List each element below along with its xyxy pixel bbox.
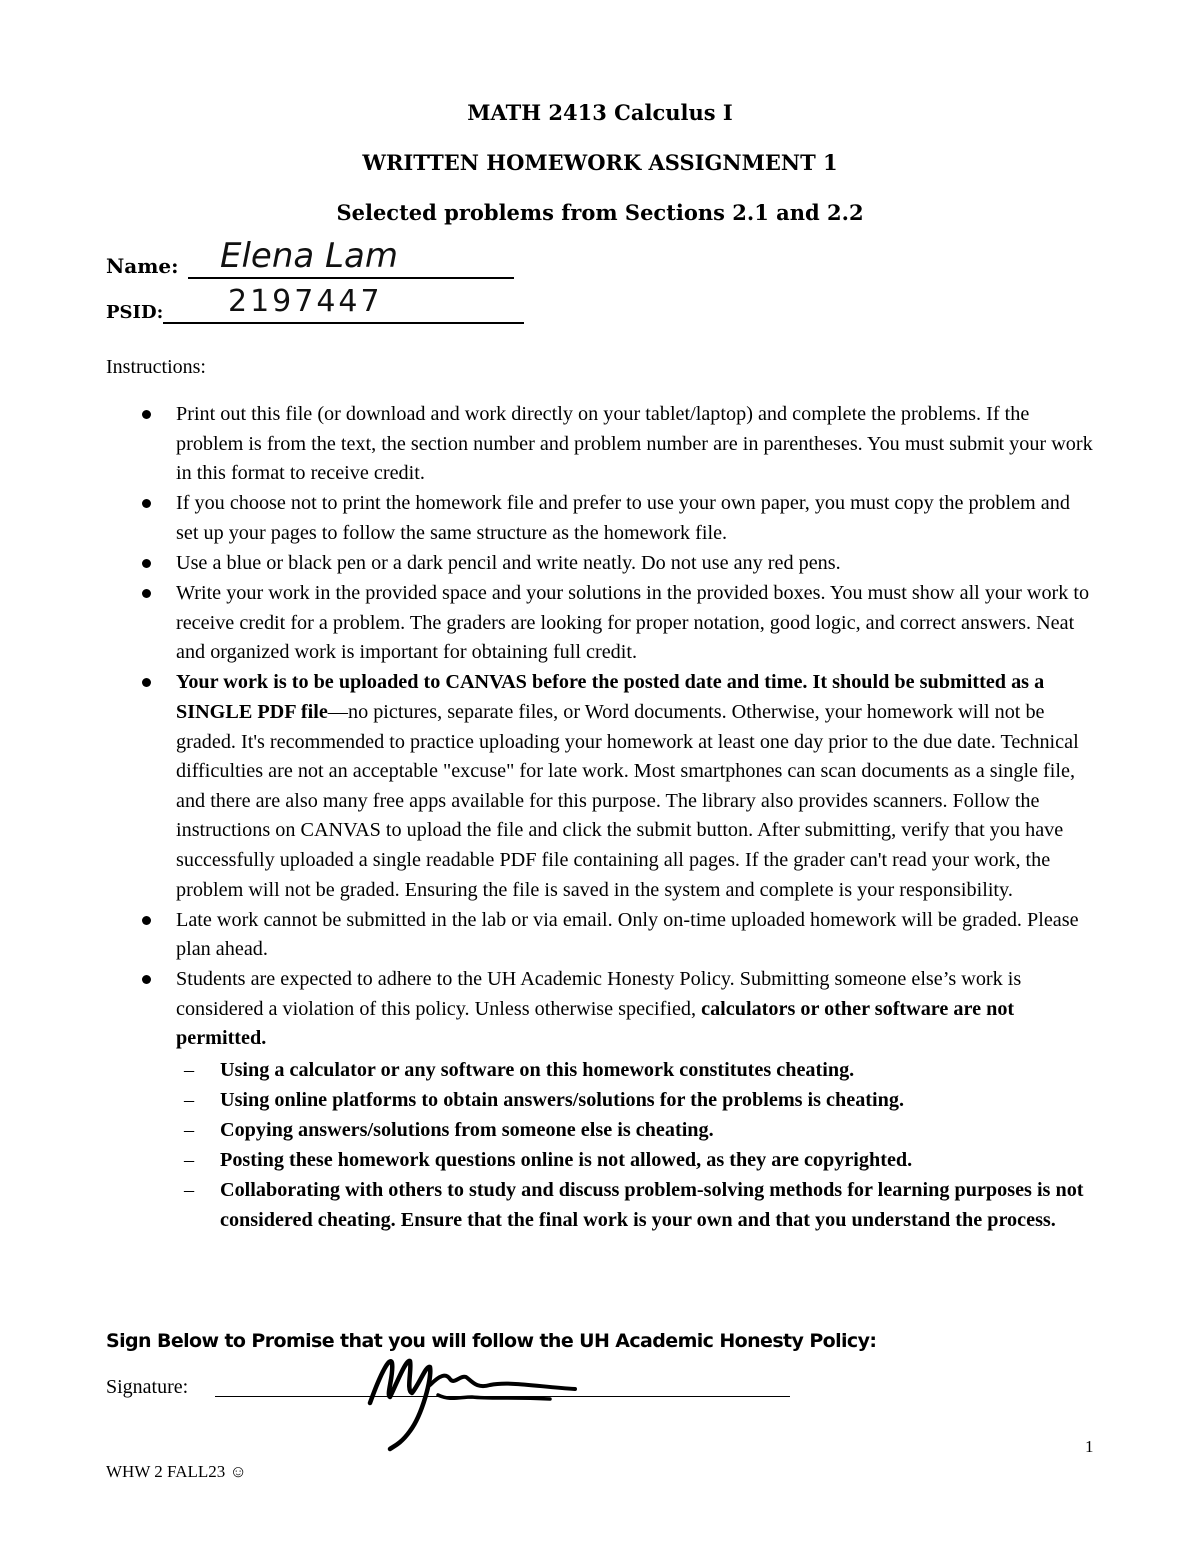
subtitle: Selected problems from Sections 2.1 and 2.2 — [336, 200, 864, 225]
dash-icon: – — [184, 1088, 195, 1111]
honesty-sub-item: – Using a calculator or any software on this homework constitutes cheating. — [0, 1055, 1090, 1085]
dash-icon: – — [184, 1058, 195, 1081]
bullet-icon — [142, 559, 151, 568]
instructions-list — [0, 400, 1200, 1235]
footer-label: WHW 2 FALL23 ☺ — [106, 1462, 247, 1481]
instruction-item: Write your work in the provided space and your solutions in the provided boxes. You must show all your work to receive credit for a problem. The graders are looking for proper notation, good logic, and correct answers. Neat and organized work is important for obtaining full credit. — [0, 579, 1096, 668]
instructions-label: Instructions: — [106, 356, 206, 378]
signature-icon — [350, 1345, 590, 1455]
bullet-icon — [142, 678, 151, 687]
honesty-sub-item: – Using online platforms to obtain answers/solutions for the problems is cheating. — [0, 1085, 1090, 1115]
dash-icon: – — [184, 1178, 195, 1201]
instruction-item: Late work cannot be submitted in the lab or via email. Only on-time uploaded homework will be graded. Please plan ahead. — [0, 906, 1096, 965]
name-line — [188, 277, 514, 279]
signature-label: Signature: — [106, 1376, 189, 1398]
honesty-sub-item: – Collaborating with others to study and discuss problem-solving methods for learning purposes is not considered cheating. Ensure that the final work is your own and that you understand the process. — [0, 1175, 1090, 1235]
dash-icon: – — [184, 1148, 195, 1171]
bullet-icon — [142, 589, 151, 598]
instruction-item-honesty: Students are expected to adhere to the UH Academic Honesty Policy. Submitting someone else’s work is considered a violation of this policy. Unless otherwise specified, calculators or other software are not permitted. — [0, 965, 1096, 1054]
instruction-item: Print out this file (or download and work directly on your tablet/laptop) and complete the problems. If the problem is from the text, the section number and problem number are in parentheses. You must submit your work in this format to receive credit. — [0, 400, 1096, 489]
honesty-sub-item: – Copying answers/solutions from someone else is cheating. — [0, 1115, 1090, 1145]
page-number: 1 — [1085, 1437, 1094, 1456]
dash-icon: – — [184, 1118, 195, 1141]
psid-label: PSID: — [106, 302, 164, 323]
instruction-item: Use a blue or black pen or a dark pencil and write neatly. Do not use any red pens. — [0, 549, 1096, 579]
bullet-icon — [142, 410, 151, 419]
bullet-icon — [142, 499, 151, 508]
psid-value: 2197447 — [228, 284, 383, 319]
assignment-title: WRITTEN HOMEWORK ASSIGNMENT 1 — [362, 150, 838, 175]
sign-heading: Sign Below to Promise that you will follow the UH Academic Honesty Policy: — [106, 1330, 877, 1352]
name-value: Elena Lam — [220, 236, 398, 276]
instruction-item-upload: Your work is to be uploaded to CANVAS before the posted date and time. It should be submitted as a SINGLE PDF file—no pictures, separate files, or Word documents. Otherwise, your homework will not be graded. It's recommended to practice uploading your homework at least one day prior to the due date. Technical difficulties are not an acceptable "excuse" for late work. Most smartphones can scan documents as a single file, and there are also many free apps available for this purpose. The library also provides scanners. Follow the instructions on CANVAS to upload the file and click the submit button. After submitting, verify that you have successfully uploaded a single readable PDF file containing all pages. If the grader can't read your work, the problem will not be graded. Ensuring the file is saved in the system and complete is your responsibility. — [0, 668, 1096, 905]
bullet-icon — [142, 975, 151, 984]
instruction-item: If you choose not to print the homework file and prefer to use your own paper, you must copy the problem and set up your pages to follow the same structure as the homework file. — [0, 489, 1096, 548]
psid-line — [163, 322, 524, 324]
bullet-icon — [142, 916, 151, 925]
honesty-sub-item: – Posting these homework questions online is not allowed, as they are copyrighted. — [0, 1145, 1090, 1175]
name-label: Name: — [106, 254, 179, 278]
course-title: MATH 2413 Calculus I — [467, 100, 733, 125]
